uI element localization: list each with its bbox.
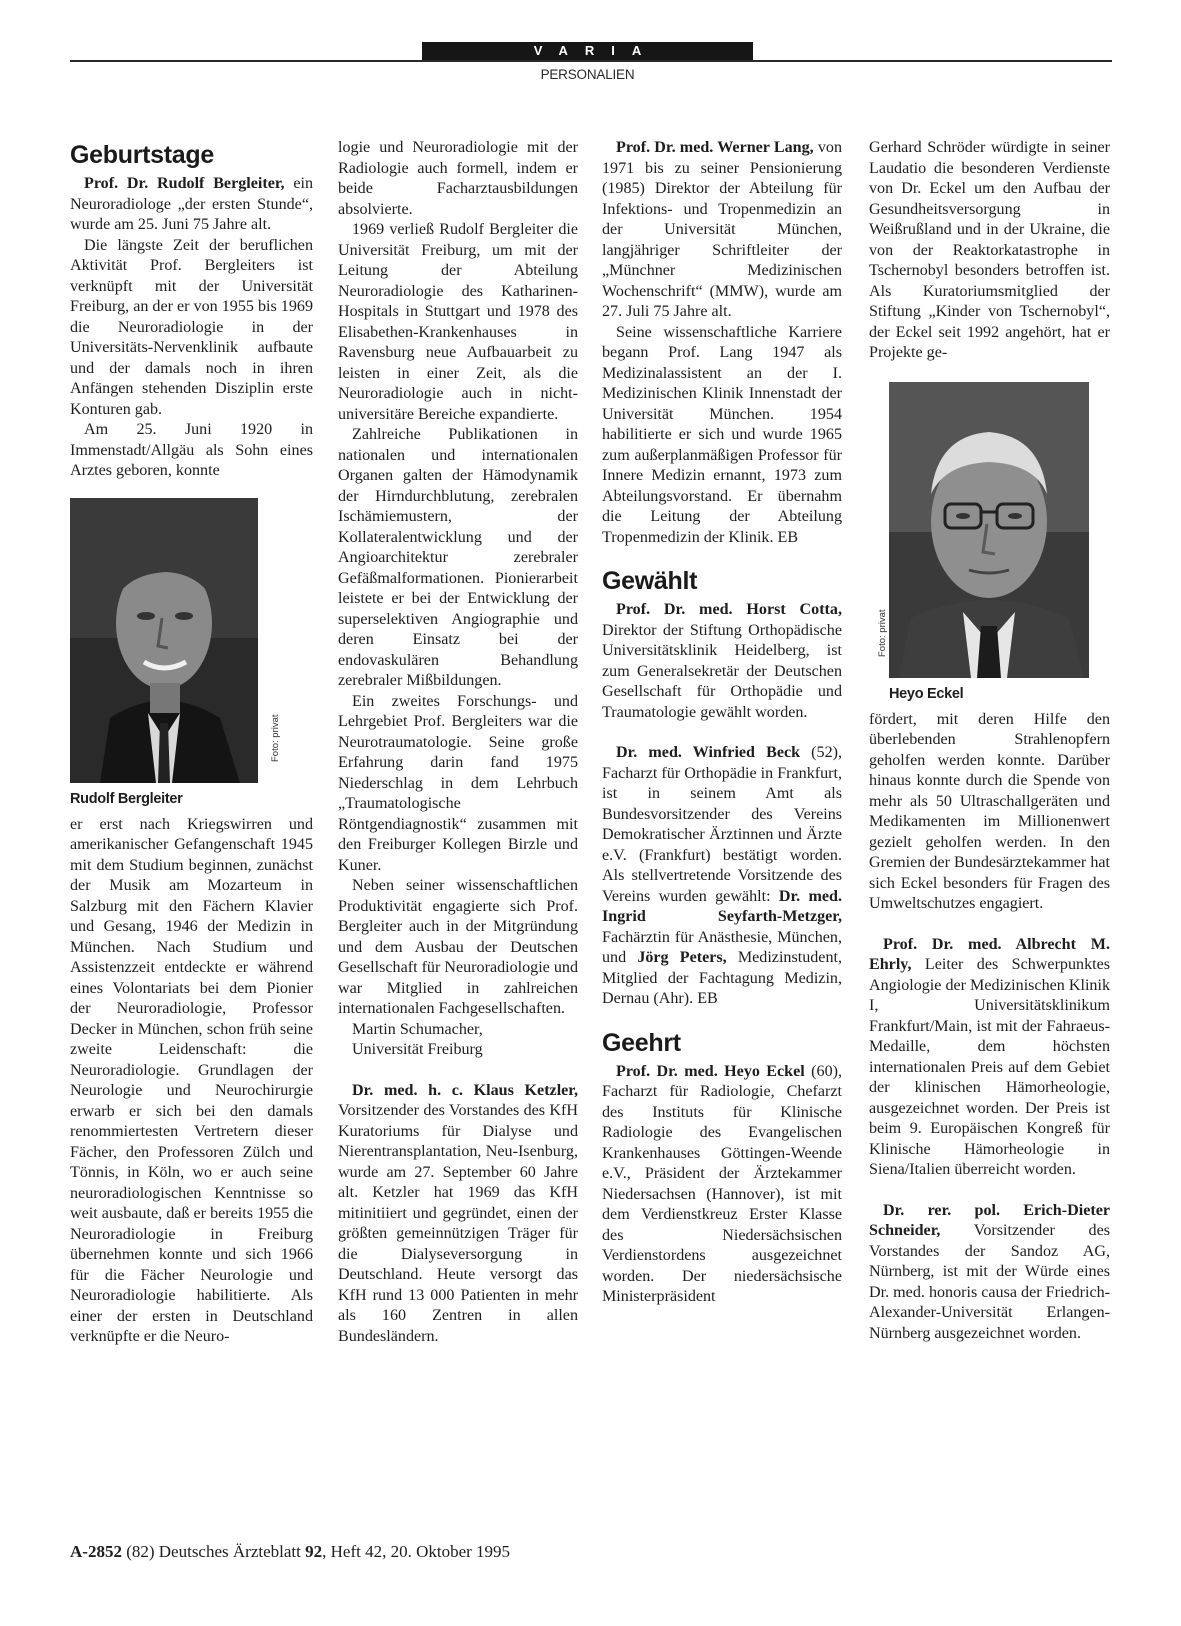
paragraph: Die längste Zeit der beruflichen Aktivität Prof. Bergleiters ist verknüpft mit der Universität Freiburg, an der er von 1955 bis 1969 die Neuroradiologie in der Universitäts-Nervenklinik aufbaute und der damals noch in ihren Anfängen stehenden Disziplin erste Konturen gab.: [70, 236, 313, 418]
heading-gewaehlt: Gewählt: [602, 567, 698, 595]
photo-credit: Foto: privat: [270, 713, 281, 762]
paragraph: 1969 verließ Rudolf Bergleiter die Universität Freiburg, um mit der Leitung der Abteilung Neuroradiologie des Katharinen-Hospitals in Stuttgart und 1978 des Elisabethen-Krankenhauses in Ravensburg neue Aufbauarbeit zu leisten in einer Zeit, als die Neuroradiologie auch in nicht-universitäre Bereiche expandierte.: [338, 221, 578, 423]
column-1: [70, 138, 313, 1348]
paragraph: Neben seiner wissenschaftlichen Produktivität engagierte sich Prof. Bergleiter auch in der Mitgründung und dem Ausbau der Deutschen Gesellschaft für Neuroradiologie und war Mitglied in zahlreichen internationalen Fachgesellschaften.: [338, 877, 578, 1017]
paragraph: Am 25. Juni 1920 in Immenstadt/Allgäu als Sohn eines Arztes geboren, konnte: [70, 421, 313, 479]
article-lang: Prof. Dr. med. Werner Lang, von 1971 bis zu seiner Pensionierung (1985) Direktor der Abteilung für Infektions- und Tropenmedizin an der Universität München, langjähriger Schriftleiter der „Münchner Medizinischen Wochenschrift“ (MMW), wurde am 27. Juli 75 Jahre alt.: [602, 139, 842, 320]
header-rule: [70, 60, 1112, 62]
photo-figure: [70, 498, 313, 809]
volume-number: 92: [305, 1542, 323, 1561]
column-3: [602, 138, 842, 1308]
person-name: Prof. Dr. med. Werner Lang,: [616, 139, 814, 156]
issue-date: , Heft 42, 20. Oktober 1995: [322, 1542, 511, 1561]
article-eckel: Prof. Dr. med. Heyo Eckel (60), Facharzt für Radiologie, Chefarzt des Instituts für Klinische Radiologie des Evangelischen Krankenhauses Göttingen-Weende e.V., Präsident der Ärztekammer Niedersachsen (Hannover), ist mit dem Verdienstkreuz Erster Klasse des Niedersächsischen Verdienstordens ausgezeichnet worden. Der niedersächsische Ministerpräsident: [602, 1062, 843, 1305]
paragraph: Zahlreiche Publikationen in nationalen und internationalen Organen galten der Hämodynamik der Hirndurchblutung, zerebralen Ischämiemustern, der Kollateralentwicklung und der Angioarchitektur zerebraler Gefäßmalformationen. Pionierarbeit leistete er bei der Entwicklung der superselektiven Angiographie und deren Einsatz bei der endovaskulären Behandlung zerebraler Mißbildungen.: [338, 426, 578, 689]
person-name: Dr. med. Ingrid Seyfarth-Metzger,: [602, 887, 842, 925]
page-code: A-2852: [70, 1542, 122, 1561]
heading-geburtstage: Geburtstage: [70, 141, 214, 169]
author-initials: EB: [697, 990, 718, 1007]
article-ehrly: Prof. Dr. med. Albrecht M. Ehrly, Leiter des Schwerpunktes Angiologie der Medizinischen Klinik I, Universitätsklinikum Frankfurt/Main, ist mit der Fahraeus-Medaille, dem höchsten internationalen Preis auf dem Gebiet der klinischen Hämorheologie, ausgezeichnet worden. Der Preis ist beim 9. Europäischen Kongreß für Klinische Hämorheologie in Siena/Italien überreicht worden.: [869, 935, 1110, 1178]
portrait-photo-eckel: [889, 382, 1089, 678]
author-affiliation: Universität Freiburg: [352, 1041, 483, 1058]
person-name: Jörg Peters,: [637, 949, 727, 966]
person-name: Dr. rer. pol. Erich-Dieter Schneider,: [869, 1201, 1110, 1239]
article-schneider: Dr. rer. pol. Erich-Dieter Schneider, Vorsitzender des Vorstandes der Sandoz AG, Nürnberg, ist mit der Würde eines Dr. med. honoris causa der Friedrich-Alexander-Universität Erlangen-Nürnberg ausgezeichnet worden.: [869, 1201, 1110, 1342]
paragraph: logie und Neuroradiologie mit der Radiologie auch formell, indem er beide Facharztausbildungen absolvierte.: [338, 139, 578, 218]
photo-caption: Heyo Eckel: [889, 685, 964, 702]
paragraph: er erst nach Kriegswirren und amerikanischer Gefangenschaft 1945 mit dem Studium beginnen, zunächst der Musik am Mozarteum in Salzburg mit den Fächern Klavier und Gesang, 1946 der Medizin in München. Nach Studium und Assistenzzeit entdeckte er während eines Volontariats bei dem Pionier der Neuroradiologie, Professor Decker in München, schon früh seine zweite Leidenschaft: die Neuroradiologie. Grundlagen der Neurologie und Neurochirurgie erwarb er sich bei den damals renommiertesten Vertretern dieser Fächer, den Professoren Zülch und Tönnis, in Köln, wo er auch seine neuroradiologischen Kenntnisse so weit ausbaute, daß er bereits 1955 die Neuroradiologie in Freiburg übernehmen konnte und sich 1966 für die Fächer Neurologie und Neuroradiologie habilitierte. Als einer der ersten in Deutschland verknüpfte er die Neuro-: [70, 815, 313, 1345]
portrait-image: [889, 382, 1089, 678]
photo-caption: Rudolf Bergleiter: [70, 790, 183, 807]
photo-credit: Foto: privat: [877, 608, 888, 657]
paragraph: Gerhard Schröder würdigte in seiner Laudatio die besonderen Verdienste von Dr. Eckel um den Aufbau der Gesundheitsversorgung in Weißrußland und in der Ukraine, die von der Reaktorkatastrophe in Tschernobyl besonders betroffen ist. Als Kuratoriumsmitglied der Stiftung „Kinder von Tschernobyl“, der Eckel seit 1992 angehört, hat er Projekte ge-: [869, 139, 1110, 361]
person-name: Dr. med. Winfried Beck: [616, 744, 801, 761]
page-footer: [70, 1542, 510, 1562]
person-name: Dr. med. h. c. Klaus Ketzler,: [352, 1081, 578, 1099]
section-banner: VARIA: [422, 42, 753, 60]
article-bergleiter-intro: Prof. Dr. Rudolf Bergleiter, ein Neuroradiologe „der ersten Stunde“, wurde am 25. Juni 75 Jahre alt.: [70, 175, 313, 233]
portrait-image: [70, 498, 258, 783]
photo-figure: [877, 382, 1110, 704]
author-initials: EB: [777, 528, 799, 546]
person-name: Prof. Dr. med. Heyo Eckel: [616, 1062, 805, 1080]
section-subtitle: PERSONALIEN: [540, 67, 635, 82]
person-name: Prof. Dr. med. Horst Cotta,: [616, 601, 842, 618]
article-beck: Dr. med. Winfried Beck (52), Facharzt für Orthopädie in Frankfurt, ist in seinem Amt als Bundesvorsitzender des Vereins Demokratischer Ärztinnen und Ärzte e.V. (Frankfurt) bestätigt worden. Als stellvertretende Vorsitzende des Vereins wurden gewählt: Dr. med. Ingrid Seyfarth-Metzger, Fachärztin für Anästhesie, München, und Jörg Peters, Medizinstudent, Mitglied der Fachtagung Medizin, Dernau (Ahr). EB: [602, 744, 842, 1007]
column-4: [869, 138, 1110, 1344]
heading-geehrt: Geehrt: [602, 1028, 681, 1057]
person-name: Prof. Dr. Rudolf Bergleiter,: [84, 175, 285, 192]
paragraph: Ein zweites Forschungs- und Lehrgebiet Prof. Bergleiters war die Neurotraumatologie. Seine große Erfahrung darin fand 1975 Niederschlag in dem Lehrbuch „Traumatologische Röntgendiagnostik“ zusammen mit den Freiburger Kollegen Birzle und Kuner.: [338, 692, 578, 874]
person-name: Prof. Dr. med. Albrecht M. Ehrly,: [869, 935, 1110, 973]
publication-info: (82) Deutsches Ärzteblatt: [121, 1542, 306, 1561]
portrait-photo-bergleiter: [70, 498, 258, 783]
author-name: Martin Schumacher,: [352, 1020, 483, 1038]
article-cotta: Prof. Dr. med. Horst Cotta, Direktor der Stiftung Orthopädische Universitätsklinik Heidelberg, ist zum Generalsekretär der Deutschen Gesellschaft für Orthopädie und Traumatologie gewählt worden.: [602, 601, 842, 721]
paragraph: fördert, mit deren Hilfe den überlebenden Strahlenopfern geholfen werden konnte. Darüber hinaus konnte durch die Spende von mehr als 50 Ultraschallgeräten und Medikamenten im Millionenwert gezielt geholfen werden. In den Gremien der Bundesärztekammer hat sich Eckel besonders für Fragen des Umweltschutzes engagiert.: [869, 710, 1110, 912]
article-ketzler: Dr. med. h. c. Klaus Ketzler, Vorsitzender des Vorstandes des KfH Kuratoriums für Dialyse und Nierentransplantation, Neu-Isenburg, wurde am 27. September 60 Jahre alt. Ketzler hat 1969 das KfH mitinitiiert und gegründet, einen der größten gemeinnützigen Träger für die Dialyseversorgung in Deutschland. Heute versorgt das KfH rund 13 000 Patienten in mehr als 160 Zentren in allen Bundesländern.: [338, 1081, 578, 1345]
column-2: [338, 138, 578, 1347]
paragraph: Seine wissenschaftliche Karriere begann Prof. Lang 1947 als Medizinalassistent an der I. Medizinischen Klinik Innenstadt der Universität München. 1954 habilitierte er sich und wurde 1965 zum außerplanmäßigen Professor für Innere Medizin ernannt, 1973 zum Abteilungsvorstand. Er übernahm die Leitung der Abteilung Tropenmedizin der Klinik. EB: [602, 323, 842, 546]
